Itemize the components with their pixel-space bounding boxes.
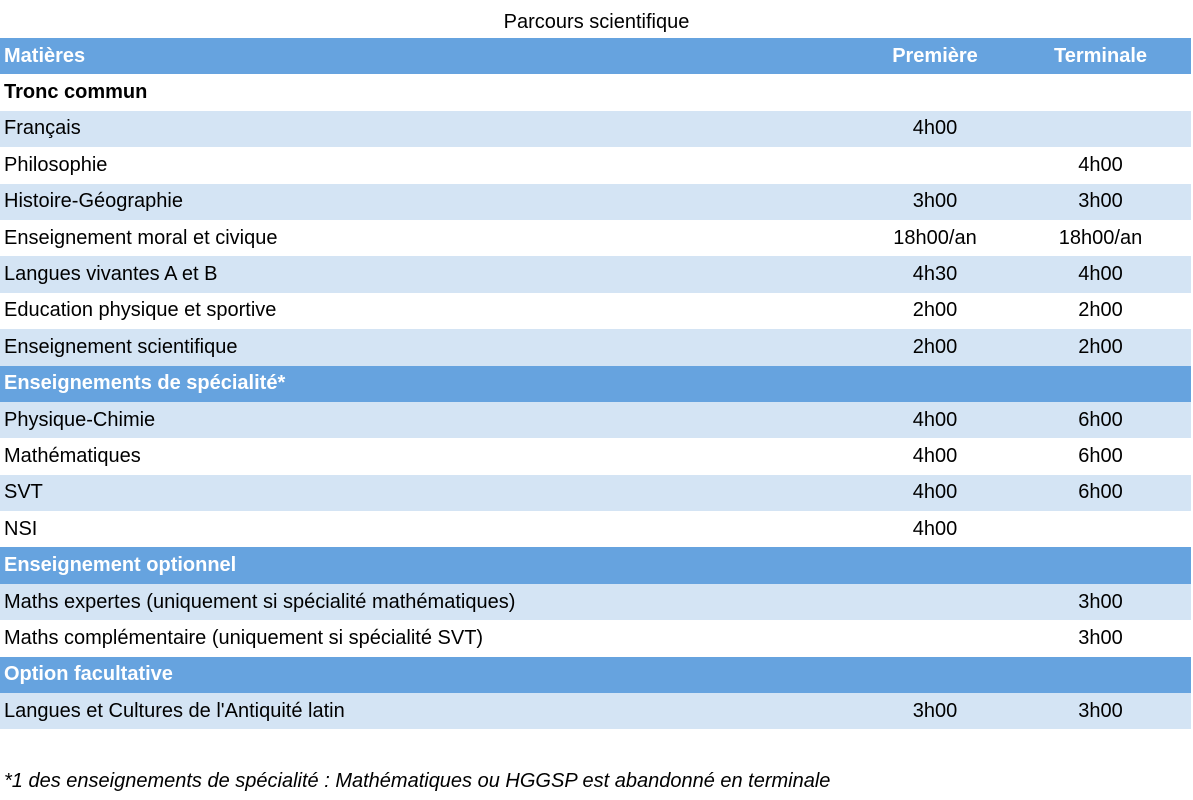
premiere-cell: 4h30 [912,263,958,286]
terminale-cell: 6h00 [1078,481,1123,504]
terminale-cell: 3h00 [1078,699,1123,722]
premiere-cell: 3h00 [912,699,958,722]
schedule-table [0,38,1191,729]
premiere-cell: 4h00 [912,444,958,467]
section-row [0,547,1191,583]
terminale-cell: 3h00 [1078,626,1123,649]
header-premiere: Première [892,44,978,67]
terminale-cell: 4h00 [1078,263,1123,286]
table-row [0,147,1191,183]
premiere-cell: 4h00 [912,481,958,504]
subject-cell: Mathématiques [4,444,141,467]
table-row [0,111,1191,147]
section-row [0,657,1191,693]
subject-cell: Langues vivantes A et B [4,263,218,286]
table-row [0,184,1191,220]
table-row [0,438,1191,474]
premiere-cell: 4h00 [912,117,958,140]
premiere-cell: 4h00 [912,408,958,431]
table-row [0,220,1191,256]
table-row [0,329,1191,365]
table-row [0,693,1191,729]
subject-cell: Langues et Cultures de l'Antiquité latin [4,699,345,722]
subject-cell: Enseignement optionnel [4,554,237,577]
subject-cell: NSI [4,517,38,540]
premiere-cell: 2h00 [912,299,958,322]
subject-cell: Maths expertes (uniquement si spécialité mathématiques) [4,590,516,613]
subject-cell: Philosophie [4,153,108,176]
table-row [0,256,1191,292]
table-row [0,584,1191,620]
section-row [0,74,1191,110]
subject-cell: Enseignements de spécialité* [4,372,286,395]
table-row [0,402,1191,438]
terminale-cell: 6h00 [1078,408,1123,431]
page-title: Parcours scientifique [503,11,690,33]
table-row [0,620,1191,656]
subject-cell: Physique-Chimie [4,408,156,431]
subject-cell: SVT [4,481,43,504]
terminale-cell: 3h00 [1078,590,1123,613]
table-row [0,475,1191,511]
subject-cell: Tronc commun [4,81,148,104]
header-subjects: Matières [4,44,86,67]
subject-cell: Français [4,117,81,140]
terminale-cell: 4h00 [1078,153,1123,176]
table-header [0,38,1191,74]
footnote: *1 des enseignements de spécialité : Mathématiques ou HGGSP est abandonné en terminale [4,770,831,792]
terminale-cell: 18h00/an [1058,226,1143,249]
table-row [0,511,1191,547]
subject-cell: Education physique et sportive [4,299,277,322]
terminale-cell: 3h00 [1078,190,1123,213]
header-terminale: Terminale [1054,44,1147,67]
terminale-cell: 2h00 [1078,335,1123,358]
subject-cell: Histoire-Géographie [4,190,183,213]
terminale-cell: 2h00 [1078,299,1123,322]
premiere-cell: 2h00 [912,335,958,358]
table-row [0,293,1191,329]
subject-cell: Enseignement scientifique [4,335,238,358]
section-row [0,366,1191,402]
premiere-cell: 3h00 [912,190,958,213]
premiere-cell: 4h00 [912,517,958,540]
premiere-cell: 18h00/an [893,226,977,249]
subject-cell: Maths complémentaire (uniquement si spécialité SVT) [4,626,484,649]
subject-cell: Option facultative [4,663,173,686]
subject-cell: Enseignement moral et civique [4,226,278,249]
terminale-cell: 6h00 [1078,444,1123,467]
